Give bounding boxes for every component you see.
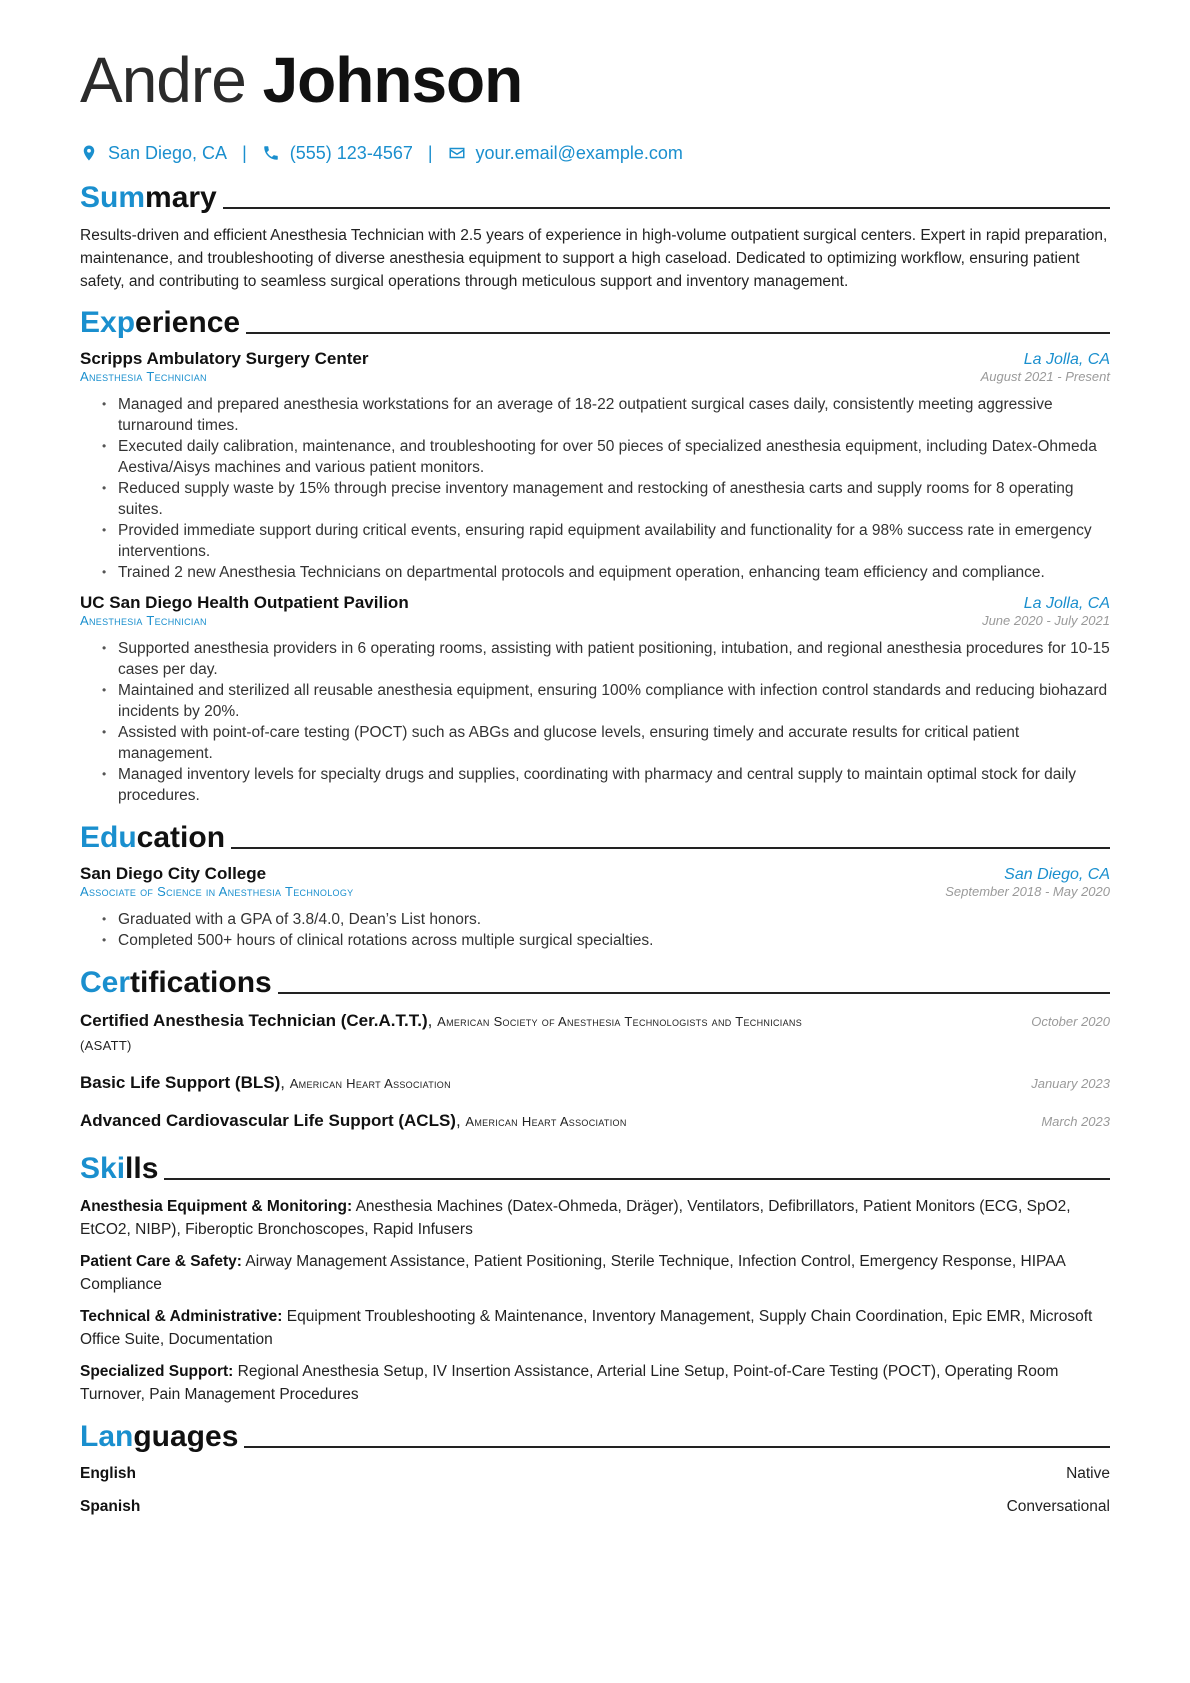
certification-name: Basic Life Support (BLS) xyxy=(80,1073,281,1092)
language-level: Native xyxy=(1066,1465,1110,1482)
job-header xyxy=(80,593,1110,613)
title-accent: Sum xyxy=(80,181,146,214)
skill-list: Regional Anesthesia Setup, IV Insertion Assistance, Arterial Line Setup, Point-of-Care Testing (POCT), Operating Room Turnover, Pain Management Procedures xyxy=(80,1363,1059,1403)
job-subheader xyxy=(80,369,1110,384)
job-subheader xyxy=(80,613,1110,628)
language-name: English xyxy=(80,1465,136,1482)
bullet-item: • Maintained and sterilized all reusable anesthesia equipment, ensuring 100% compliance with infection control standards and reducing biohazard incidents by 20%. xyxy=(118,680,1110,722)
section-rule xyxy=(244,1446,1110,1448)
contact-phone[interactable] xyxy=(262,143,413,164)
section-title xyxy=(80,965,272,1001)
certification-issuer: American Heart Association xyxy=(289,1076,451,1091)
section-rule xyxy=(278,992,1110,994)
phone-text[interactable]: (555) 123-4567 xyxy=(289,142,413,163)
bullet-item: • Graduated with a GPA of 3.8/4.0, Dean’s List honors. xyxy=(118,909,1110,930)
contact-bar xyxy=(80,140,1110,166)
contact-email[interactable] xyxy=(448,143,683,164)
job-org: UC San Diego Health Outpatient Pavilion xyxy=(80,593,409,612)
job-org: Scripps Ambulatory Surgery Center xyxy=(80,349,369,368)
skill-group xyxy=(80,1195,1110,1241)
school-name: San Diego City College xyxy=(80,864,267,883)
language-name: Spanish xyxy=(80,1498,141,1515)
certification-item xyxy=(80,1071,1110,1095)
section-rule xyxy=(164,1178,1110,1180)
title-rest: tifications xyxy=(130,966,272,999)
bullet-item: • Managed inventory levels for specialty drugs and supplies, coordinating with pharmacy and central supply to maintain optimal stock for daily procedures. xyxy=(118,764,1110,806)
skills-heading xyxy=(80,1147,1110,1187)
location-text: San Diego, CA xyxy=(108,142,228,163)
education-subheader xyxy=(80,884,1110,899)
contact-separator: | xyxy=(242,142,247,163)
language-item xyxy=(80,1463,1110,1485)
job-role: Anesthesia Technician xyxy=(80,613,207,628)
envelope-icon xyxy=(448,144,466,162)
skill-category: Patient Care & Safety: xyxy=(80,1253,242,1270)
education-dates: September 2018 - May 2020 xyxy=(945,884,1110,899)
bullet-item: • Provided immediate support during critical events, ensuring rapid equipment availability and functionality for a 98% success rate in emergency interventions. xyxy=(118,520,1110,562)
language-item xyxy=(80,1496,1110,1518)
job-location: La Jolla, CA xyxy=(1023,351,1110,368)
bullet-item: • Completed 500+ hours of clinical rotations across multiple surgical specialties. xyxy=(118,930,1110,951)
title-accent: Ski xyxy=(80,1152,126,1185)
candidate-name xyxy=(80,38,1110,122)
certification-date: January 2023 xyxy=(1031,1076,1110,1091)
skill-list: Equipment Troubleshooting & Maintenance, Inventory Management, Supply Chain Coordination, Epic EMR, Microsoft Office Suite, Documentation xyxy=(80,1308,1093,1348)
bullet-item: • Reduced supply waste by 15% through precise inventory management and restocking of anesthesia carts and supply rooms for 8 operating suites. xyxy=(118,478,1110,520)
section-rule xyxy=(223,207,1110,209)
section-title xyxy=(80,1151,158,1187)
certification-item xyxy=(80,1009,1110,1057)
school-location: San Diego, CA xyxy=(1004,866,1110,883)
email-link[interactable]: your.email@example.com xyxy=(475,142,683,163)
certification-name: Certified Anesthesia Technician (Cer.A.T.T.) xyxy=(80,1011,428,1030)
job-role: Anesthesia Technician xyxy=(80,369,207,384)
section-title xyxy=(80,180,217,216)
map-pin-icon xyxy=(80,144,98,162)
certification-text: Basic Life Support (BLS), American Heart Association xyxy=(80,1073,451,1092)
title-accent: Exp xyxy=(80,306,136,339)
certification-date: October 2020 xyxy=(1031,1014,1110,1029)
certifications-heading xyxy=(80,961,1110,1001)
job-bullets xyxy=(80,394,1110,583)
title-rest: guages xyxy=(133,1420,239,1453)
job-entry xyxy=(80,593,1110,806)
summary-heading xyxy=(80,176,1110,216)
certification-issuer: American Society of Anesthesia Technologists and Technicians (ASATT) xyxy=(80,1014,803,1053)
languages-heading xyxy=(80,1415,1110,1455)
skill-category: Technical & Administrative: xyxy=(80,1308,283,1325)
job-header xyxy=(80,349,1110,369)
skill-group xyxy=(80,1250,1110,1296)
skill-group xyxy=(80,1305,1110,1351)
experience-heading xyxy=(80,301,1110,341)
education-heading xyxy=(80,816,1110,856)
certification-name: Advanced Cardiovascular Life Support (ACLS) xyxy=(80,1111,456,1130)
bullet-item: • Managed and prepared anesthesia workstations for an average of 18-22 outpatient surgical cases daily, consistently meeting aggressive turnaround times. xyxy=(118,394,1110,436)
skill-list: Anesthesia Machines (Datex-Ohmeda, Dräger), Ventilators, Defibrillators, Patient Monitors (ECG, SpO2, EtCO2, NIBP), Fiberoptic Bronchoscopes, Rapid Infusers xyxy=(80,1198,1071,1238)
skill-category: Specialized Support: xyxy=(80,1363,234,1380)
bullet-item: • Supported anesthesia providers in 6 operating rooms, assisting with patient positioning, intubation, and regional anesthesia procedures for 10-15 cases per day. xyxy=(118,638,1110,680)
summary-text: Results-driven and efficient Anesthesia Technician with 2.5 years of experience in high-volume outpatient surgical centers. Expert in rapid preparation, maintenance, and troubleshooting of diverse anesthesia equipment to support a high caseload. Dedicated to optimizing workflow, ensuring patient safety, and contributing to seamless surgical operations through meticulous support and inventory management. xyxy=(80,227,1108,290)
section-title xyxy=(80,820,225,856)
title-rest: erience xyxy=(135,306,241,339)
job-location: La Jolla, CA xyxy=(1023,595,1110,612)
bullet-item: • Executed daily calibration, maintenance, and troubleshooting for over 50 pieces of specialized anesthesia equipment, including Datex-Ohmeda Aestiva/Aisys machines and various patient monitors. xyxy=(118,436,1110,478)
job-dates: August 2021 - Present xyxy=(980,369,1110,384)
last-name: Johnson xyxy=(262,44,523,116)
title-rest: lls xyxy=(125,1152,159,1185)
bullet-item: • Assisted with point-of-care testing (POCT) such as ABGs and glucose levels, ensuring timely and accurate results for critical patient management. xyxy=(118,722,1110,764)
section-title xyxy=(80,1419,238,1455)
first-name: Andre xyxy=(80,44,246,116)
degree: Associate of Science in Anesthesia Technology xyxy=(80,884,354,899)
title-rest: cation xyxy=(136,821,226,854)
section-title xyxy=(80,305,240,341)
title-rest: mary xyxy=(145,181,217,214)
title-accent: Cer xyxy=(80,966,131,999)
certification-issuer: American Heart Association xyxy=(465,1114,627,1129)
skill-group xyxy=(80,1360,1110,1406)
phone-icon xyxy=(262,144,280,162)
job-bullets xyxy=(80,638,1110,806)
job-entry xyxy=(80,349,1110,583)
skill-category: Anesthesia Equipment & Monitoring: xyxy=(80,1198,353,1215)
skill-list: Airway Management Assistance, Patient Positioning, Sterile Technique, Infection Control, Emergency Response, HIPAA Compliance xyxy=(80,1253,1066,1293)
section-rule xyxy=(231,847,1110,849)
bullet-item: • Trained 2 new Anesthesia Technicians on departmental protocols and equipment operation, enhancing team efficiency and compliance. xyxy=(118,562,1110,583)
education-header xyxy=(80,864,1110,884)
title-accent: Edu xyxy=(80,821,137,854)
section-rule xyxy=(246,332,1110,334)
certification-text: Advanced Cardiovascular Life Support (ACLS), American Heart Association xyxy=(80,1111,627,1130)
title-accent: Lan xyxy=(80,1420,134,1453)
education-bullets xyxy=(80,909,1110,951)
education-entry xyxy=(80,864,1110,951)
certification-item xyxy=(80,1109,1110,1133)
job-dates: June 2020 - July 2021 xyxy=(982,613,1110,628)
certification-text: Certified Anesthesia Technician (Cer.A.T.T.), American Society of Anesthesia Technologists and Technicians (ASATT) xyxy=(80,1011,803,1053)
contact-location xyxy=(80,143,227,164)
contact-separator: | xyxy=(427,142,433,163)
language-level: Conversational xyxy=(1006,1498,1110,1515)
certification-date: March 2023 xyxy=(1041,1114,1110,1129)
